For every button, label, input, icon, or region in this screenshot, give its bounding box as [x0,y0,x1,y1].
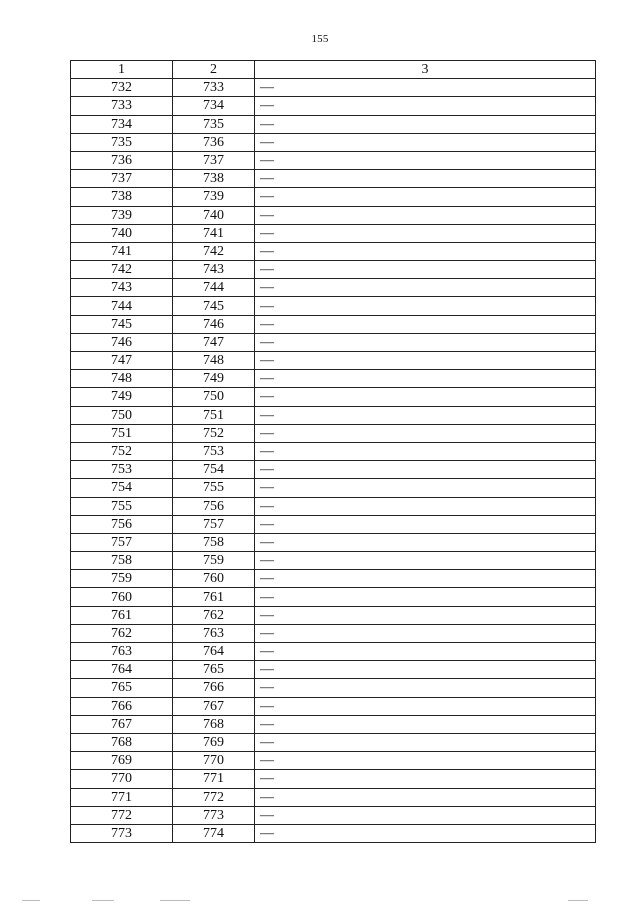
cell-col-3: — [255,588,596,606]
cell-col-3: — [255,133,596,151]
cell-col-3: — [255,188,596,206]
cell-col-1: 759 [71,570,173,588]
cell-col-2: 755 [173,479,255,497]
table-row [71,406,596,424]
table-row [71,570,596,588]
cell-col-3: — [255,515,596,533]
table-row [71,661,596,679]
cell-col-2: 754 [173,461,255,479]
table-row [71,715,596,733]
table-row [71,552,596,570]
cell-col-3: — [255,151,596,169]
cell-col-3: — [255,424,596,442]
cell-col-3: — [255,97,596,115]
cell-col-2: 764 [173,643,255,661]
cell-col-1: 738 [71,188,173,206]
cell-col-2: 743 [173,261,255,279]
cell-col-1: 763 [71,643,173,661]
scan-edge-marks [0,897,640,901]
cell-col-2: 744 [173,279,255,297]
cell-col-1: 760 [71,588,173,606]
cell-col-1: 735 [71,133,173,151]
cell-col-1: 771 [71,788,173,806]
table-row [71,388,596,406]
table-row [71,297,596,315]
cell-col-1: 739 [71,206,173,224]
table-row [71,606,596,624]
cell-col-2: 741 [173,224,255,242]
table-row [71,79,596,97]
table-row [71,352,596,370]
cell-col-1: 757 [71,533,173,551]
table-row [71,479,596,497]
cell-col-3: — [255,733,596,751]
cell-col-2: 772 [173,788,255,806]
table-body [71,79,596,843]
cell-col-2: 774 [173,824,255,842]
cell-col-2: 756 [173,497,255,515]
cell-col-1: 744 [71,297,173,315]
table-row [71,170,596,188]
cell-col-1: 737 [71,170,173,188]
cell-col-2: 771 [173,770,255,788]
table-row [71,588,596,606]
cell-col-1: 773 [71,824,173,842]
table-row [71,497,596,515]
table-row [71,261,596,279]
table-row [71,133,596,151]
cell-col-3: — [255,461,596,479]
cell-col-1: 767 [71,715,173,733]
cell-col-3: — [255,552,596,570]
cell-col-3: — [255,788,596,806]
cell-col-3: — [255,406,596,424]
cell-col-1: 732 [71,79,173,97]
cell-col-2: 747 [173,333,255,351]
cell-col-2: 734 [173,97,255,115]
cell-col-3: — [255,79,596,97]
table-row [71,806,596,824]
cell-col-2: 748 [173,352,255,370]
cell-col-2: 750 [173,388,255,406]
page-number: 155 [311,33,329,45]
cell-col-1: 755 [71,497,173,515]
cell-col-2: 737 [173,151,255,169]
cell-col-1: 753 [71,461,173,479]
cell-col-1: 758 [71,552,173,570]
table-row [71,279,596,297]
table-row [71,188,596,206]
table-row [71,206,596,224]
cell-col-3: — [255,661,596,679]
table-row [71,333,596,351]
cell-col-1: 761 [71,606,173,624]
cell-col-1: 748 [71,370,173,388]
table-row [71,315,596,333]
cell-col-2: 733 [173,79,255,97]
cell-col-3: — [255,643,596,661]
cell-col-3: — [255,206,596,224]
cell-col-3: — [255,333,596,351]
cell-col-2: 760 [173,570,255,588]
cell-col-2: 752 [173,424,255,442]
cell-col-2: 773 [173,806,255,824]
column-header-3: 3 [255,61,596,79]
table-row [71,679,596,697]
cell-col-1: 770 [71,770,173,788]
cell-col-2: 746 [173,315,255,333]
table-row [71,151,596,169]
cell-col-1: 754 [71,479,173,497]
table-row [71,97,596,115]
cell-col-3: — [255,170,596,188]
cell-col-1: 769 [71,752,173,770]
cell-col-2: 765 [173,661,255,679]
cell-col-3: — [255,297,596,315]
cell-col-2: 736 [173,133,255,151]
cell-col-2: 759 [173,552,255,570]
cell-col-2: 758 [173,533,255,551]
cell-col-3: — [255,442,596,460]
cell-col-1: 746 [71,333,173,351]
cell-col-1: 734 [71,115,173,133]
cell-col-3: — [255,352,596,370]
table-row [71,624,596,642]
table-row [71,461,596,479]
cell-col-1: 747 [71,352,173,370]
table-row [71,370,596,388]
cell-col-2: 753 [173,442,255,460]
cell-col-1: 751 [71,424,173,442]
table-row [71,242,596,260]
cell-col-3: — [255,715,596,733]
cell-col-2: 761 [173,588,255,606]
table-row [71,115,596,133]
cell-col-3: — [255,388,596,406]
cell-col-2: 757 [173,515,255,533]
cell-col-3: — [255,697,596,715]
table-row [71,824,596,842]
cell-col-1: 741 [71,242,173,260]
cell-col-1: 743 [71,279,173,297]
table-row [71,442,596,460]
cell-col-1: 750 [71,406,173,424]
cell-col-2: 768 [173,715,255,733]
cell-col-2: 767 [173,697,255,715]
cell-col-1: 742 [71,261,173,279]
column-header-1: 1 [71,61,173,79]
table-row [71,733,596,751]
cell-col-3: — [255,606,596,624]
cell-col-1: 752 [71,442,173,460]
cell-col-3: — [255,261,596,279]
cell-col-1: 756 [71,515,173,533]
cell-col-3: — [255,752,596,770]
cell-col-1: 736 [71,151,173,169]
table-row [71,643,596,661]
cell-col-2: 751 [173,406,255,424]
cell-col-1: 740 [71,224,173,242]
cell-col-3: — [255,115,596,133]
cell-col-2: 770 [173,752,255,770]
cell-col-3: — [255,497,596,515]
cell-col-1: 733 [71,97,173,115]
cell-col-3: — [255,315,596,333]
table-row [71,515,596,533]
cell-col-3: — [255,770,596,788]
table-row [71,424,596,442]
cell-col-1: 764 [71,661,173,679]
cell-col-3: — [255,570,596,588]
cell-col-1: 772 [71,806,173,824]
cell-col-3: — [255,806,596,824]
cell-col-3: — [255,479,596,497]
cell-col-2: 762 [173,606,255,624]
table-row [71,752,596,770]
cell-col-2: 766 [173,679,255,697]
cell-col-3: — [255,279,596,297]
table-row [71,224,596,242]
header-row [71,61,596,79]
cell-col-2: 739 [173,188,255,206]
cell-col-3: — [255,824,596,842]
cell-col-2: 742 [173,242,255,260]
cell-col-3: — [255,224,596,242]
cell-col-3: — [255,242,596,260]
table-row [71,697,596,715]
cell-col-3: — [255,679,596,697]
cell-col-1: 765 [71,679,173,697]
cell-col-1: 745 [71,315,173,333]
cell-col-2: 740 [173,206,255,224]
cell-col-1: 762 [71,624,173,642]
cell-col-1: 766 [71,697,173,715]
column-header-2: 2 [173,61,255,79]
cell-col-3: — [255,370,596,388]
table-row [71,788,596,806]
cell-col-2: 738 [173,170,255,188]
cell-col-2: 769 [173,733,255,751]
cell-col-2: 749 [173,370,255,388]
cell-col-2: 745 [173,297,255,315]
cell-col-1: 768 [71,733,173,751]
cell-col-3: — [255,624,596,642]
cell-col-3: — [255,533,596,551]
table-row [71,770,596,788]
table-header [71,61,596,79]
cell-col-2: 735 [173,115,255,133]
cell-col-2: 763 [173,624,255,642]
table-row [71,533,596,551]
cell-col-1: 749 [71,388,173,406]
data-table [70,60,596,843]
